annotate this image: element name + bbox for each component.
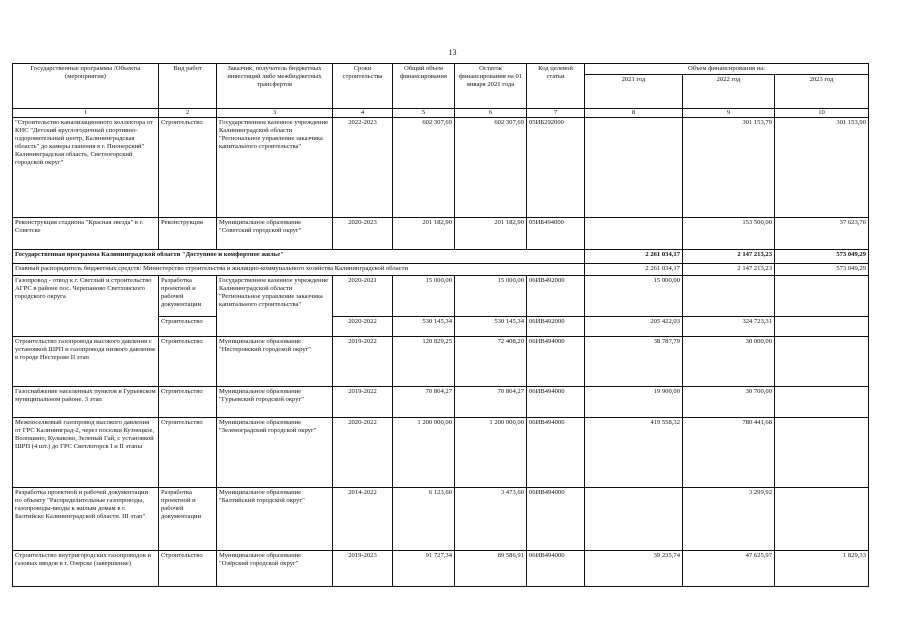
header-objects: Государственные программы /Объекты (мероприятия) bbox=[13, 64, 159, 109]
value-2021 bbox=[585, 118, 683, 218]
work-type: Строительство bbox=[159, 418, 217, 488]
financing-table bbox=[12, 63, 869, 587]
period: 2019-2022 bbox=[333, 387, 393, 418]
work-type: Разработка проектной и рабочей документации bbox=[159, 488, 217, 551]
table-row bbox=[13, 118, 869, 218]
header-2021: 2021 год bbox=[585, 75, 683, 109]
code: 06ИВ494000 bbox=[527, 551, 585, 587]
index-cell: 4 bbox=[333, 109, 393, 118]
value-2023: 1 829,33 bbox=[775, 551, 869, 587]
customer: Муниципальное образование "Нестеровский городской округ" bbox=[217, 337, 333, 387]
code: 06ИВ492000 bbox=[527, 317, 585, 337]
remainder: 201 182,90 bbox=[455, 218, 527, 250]
remainder: 70 804,27 bbox=[455, 387, 527, 418]
header-customer: Заказчик, получатель бюджетных инвестиций либо межбюджетных трансфертов bbox=[217, 64, 333, 109]
work-type: Строительство bbox=[159, 387, 217, 418]
header-2022: 2022 год bbox=[683, 75, 775, 109]
customer: Государственное казенное учреждение Калининградской области "Региональное управление заказчика капитального строительства" bbox=[217, 276, 333, 337]
object-name: Газоснабжение населенных пунктов в Гурьевском муниципальном районе. 3 этап bbox=[13, 387, 159, 418]
index-cell: 6 bbox=[455, 109, 527, 118]
header-code: Код целевой статьи bbox=[527, 64, 585, 109]
manager-row bbox=[13, 264, 869, 276]
period: 2022-2023 bbox=[333, 118, 393, 218]
customer: Муниципальное образование "Советский городской округ" bbox=[217, 218, 333, 250]
index-cell: 5 bbox=[393, 109, 455, 118]
header-funding-group: Объем финансирования на: bbox=[585, 64, 869, 75]
object-name: Строительство внутригородских газопроводов и газовых вводов в г. Озерске (завершение) bbox=[13, 551, 159, 587]
customer: Муниципальное образование "Балтийский городской округ" bbox=[217, 488, 333, 551]
code: 06ИВ492000 bbox=[527, 276, 585, 317]
period: 2020-2023 bbox=[333, 218, 393, 250]
value-2021: 39 235,74 bbox=[585, 551, 683, 587]
period: 2020-2022 bbox=[333, 418, 393, 488]
value-2022: 47 625,97 bbox=[683, 551, 775, 587]
customer: Государственное казенное учреждение Калининградской области "Региональное управление заказчика капитального строительства" bbox=[217, 118, 333, 218]
program-2023: 573 049,29 bbox=[775, 250, 869, 264]
value-2022: 30 700,00 bbox=[683, 387, 775, 418]
object-name: Строительство газопровода высокого давления с установкой ШРП и газопровода низкого давления в городе Нестерове II этап bbox=[13, 337, 159, 387]
table-row bbox=[13, 488, 869, 551]
manager-2021: 2 261 034,17 bbox=[585, 264, 683, 276]
value-2021: 205 422,03 bbox=[585, 317, 683, 337]
program-title: Государственная программа Калининградской области "Доступное и комфортное жилье" bbox=[13, 250, 585, 264]
customer: Муниципальное образование "Гурьевский городской округ" bbox=[217, 387, 333, 418]
value-2023 bbox=[775, 317, 869, 337]
index-cell: 9 bbox=[683, 109, 775, 118]
table-row bbox=[13, 276, 869, 317]
total: 201 182,90 bbox=[393, 218, 455, 250]
value-2021 bbox=[585, 488, 683, 551]
header-work-type: Вид работ bbox=[159, 64, 217, 109]
remainder: 15 000,00 bbox=[455, 276, 527, 317]
customer: Муниципальное образование "Зеленоградский городской округ" bbox=[217, 418, 333, 488]
object-name: Межпоселковый газопровод высокого давления от ГРС Калининград-2, через поселки Кузнецкое, Волошино, Кулыково, Зеленый Гай, с установкой ШРП (4 шт.) до ГРС Светлогорск I и II этапы bbox=[13, 418, 159, 488]
total: 530 145,34 bbox=[393, 317, 455, 337]
object-name: Реконструкция стадиона "Красная звезда" в г. Советске bbox=[13, 218, 159, 250]
code: 05ИБ292000 bbox=[527, 118, 585, 218]
remainder: 89 586,91 bbox=[455, 551, 527, 587]
customer: Муниципальное образование "Озёрский городской округ" bbox=[217, 551, 333, 587]
header-total: Общий объем финансирования bbox=[393, 64, 455, 109]
remainder: 602 307,69 bbox=[455, 118, 527, 218]
remainder: 530 145,34 bbox=[455, 317, 527, 337]
value-2022: 3 299,92 bbox=[683, 488, 775, 551]
value-2022 bbox=[683, 276, 775, 317]
program-row bbox=[13, 250, 869, 264]
value-2023: 37 623,76 bbox=[775, 218, 869, 250]
value-2021: 15 000,00 bbox=[585, 276, 683, 317]
manager-title: Главный распорядитель бюджетных средств: Министерство строительства и жилищно-коммунального хозяйства Калининградской области bbox=[13, 264, 585, 276]
period: 2020-2021 bbox=[333, 276, 393, 317]
object-name: Разработка проектной и рабочей документации по объекту "Распределительные газопроводы, газопроводы-вводы к жилым домам в г. Балтийске Калининградской области. III этап" bbox=[13, 488, 159, 551]
index-cell: 10 bbox=[775, 109, 869, 118]
value-2023 bbox=[775, 387, 869, 418]
value-2022: 324 723,31 bbox=[683, 317, 775, 337]
table-row bbox=[13, 218, 869, 250]
total: 120 829,25 bbox=[393, 337, 455, 387]
period: 2020-2022 bbox=[333, 317, 393, 337]
program-2022: 2 147 213,23 bbox=[683, 250, 775, 264]
value-2022: 30 000,00 bbox=[683, 337, 775, 387]
value-2023 bbox=[775, 276, 869, 317]
remainder: 3 473,60 bbox=[455, 488, 527, 551]
period: 2019-2023 bbox=[333, 551, 393, 587]
table-row bbox=[13, 337, 869, 387]
remainder: 72 408,20 bbox=[455, 337, 527, 387]
index-cell: 1 bbox=[13, 109, 159, 118]
value-2021 bbox=[585, 218, 683, 250]
work-type: Строительство bbox=[159, 337, 217, 387]
value-2021: 419 558,32 bbox=[585, 418, 683, 488]
value-2021: 38 787,79 bbox=[585, 337, 683, 387]
index-cell: 3 bbox=[217, 109, 333, 118]
header-period: Сроки строительства bbox=[333, 64, 393, 109]
index-cell: 7 bbox=[527, 109, 585, 118]
work-type: Строительство bbox=[159, 317, 217, 337]
manager-2023: 573 049,29 bbox=[775, 264, 869, 276]
work-type: Реконструкция bbox=[159, 218, 217, 250]
total: 6 123,60 bbox=[393, 488, 455, 551]
table-row bbox=[13, 418, 869, 488]
page-number: 13 bbox=[448, 48, 457, 57]
total: 15 000,00 bbox=[393, 276, 455, 317]
program-2021: 2 261 034,17 bbox=[585, 250, 683, 264]
total: 1 200 000,00 bbox=[393, 418, 455, 488]
value-2022: 780 441,68 bbox=[683, 418, 775, 488]
work-type: Строительство bbox=[159, 118, 217, 218]
object-name: Газопровод - отвод к г. Светлый и строительство АГРС в районе пос. Черепаново Светловского городского округа bbox=[13, 276, 159, 337]
value-2022: 301 153,79 bbox=[683, 118, 775, 218]
total: 602 307,69 bbox=[393, 118, 455, 218]
code: 06ИВ494000 bbox=[527, 387, 585, 418]
value-2022: 153 500,00 bbox=[683, 218, 775, 250]
table-row bbox=[13, 387, 869, 418]
value-2023 bbox=[775, 337, 869, 387]
header-remainder: Остаток финансирования на 01 января 2021 года bbox=[455, 64, 527, 109]
code: 06ИВ494000 bbox=[527, 337, 585, 387]
code: 06ИВ494000 bbox=[527, 488, 585, 551]
manager-2022: 2 147 213,23 bbox=[683, 264, 775, 276]
index-cell: 8 bbox=[585, 109, 683, 118]
work-type: Строительство bbox=[159, 551, 217, 587]
value-2023 bbox=[775, 418, 869, 488]
total: 70 804,27 bbox=[393, 387, 455, 418]
period: 2019-2022 bbox=[333, 337, 393, 387]
index-cell: 2 bbox=[159, 109, 217, 118]
period: 2014-2022 bbox=[333, 488, 393, 551]
value-2021: 19 900,00 bbox=[585, 387, 683, 418]
value-2023 bbox=[775, 488, 869, 551]
header-2023: 2023 год bbox=[775, 75, 869, 109]
work-type: Разработка проектной и рабочей документации bbox=[159, 276, 217, 317]
code: 05ИБ494000 bbox=[527, 218, 585, 250]
value-2023: 301 153,90 bbox=[775, 118, 869, 218]
column-index-row bbox=[13, 109, 869, 118]
code: 06ИВ494000 bbox=[527, 418, 585, 488]
total: 91 727,34 bbox=[393, 551, 455, 587]
remainder: 1 200 000,00 bbox=[455, 418, 527, 488]
object-name: "Строительство канализационного коллектора от КНС "Детский круглогодичный спортивно-оздоровительный центр, Калининградская область" до камеры гашения в г. Пионерский" Калининградская область, Светлогорский городской округ" bbox=[13, 118, 159, 218]
table-row bbox=[13, 551, 869, 587]
